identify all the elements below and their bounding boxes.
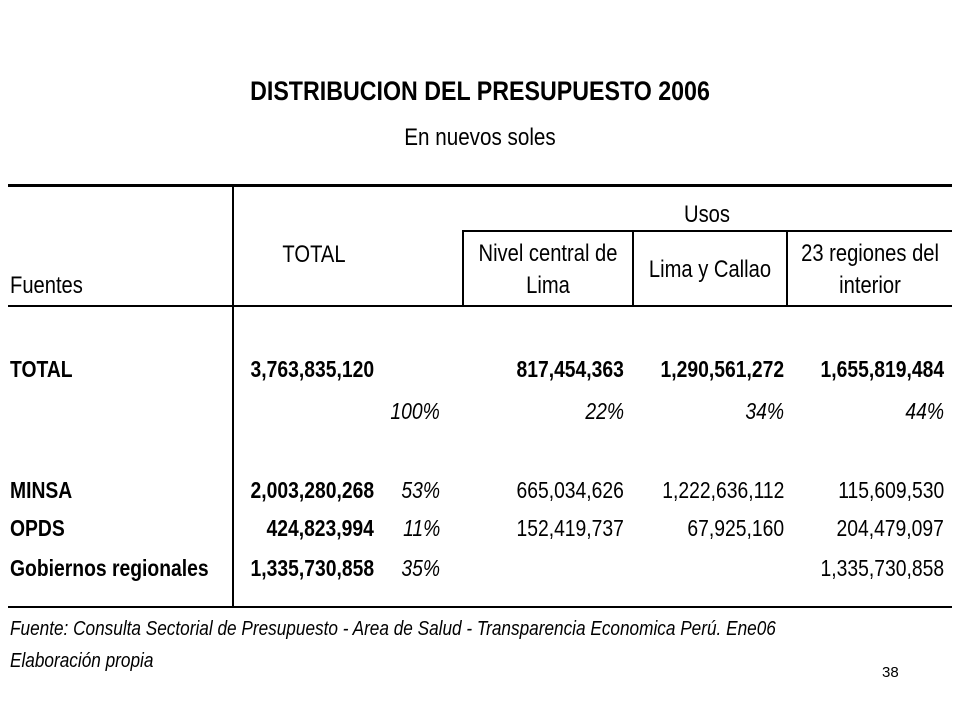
row-gobiernos-pct: 35%	[401, 555, 440, 581]
page-subtitle: En nuevos soles	[404, 124, 556, 151]
row-total-total: 3,763,835,120	[250, 356, 374, 382]
row-pct-lima-callao: 34%	[745, 398, 784, 424]
footer-source: Fuente: Consulta Sectorial de Presupuesto - Area de Salud - Transparencia Economica Perú. Ene06	[10, 618, 776, 640]
header-nivel-central-line2: Lima	[526, 272, 570, 299]
row-opds-lima-callao: 67,925,160	[687, 515, 784, 541]
header-regiones-line2: interior	[839, 272, 901, 299]
row-total-lima-callao: 1,290,561,272	[660, 356, 784, 382]
row-pct-total: 100%	[390, 398, 440, 424]
row-opds-regiones: 204,479,097	[836, 515, 944, 541]
row-minsa-nivel-central: 665,034,626	[516, 477, 624, 503]
table-top-border	[8, 184, 952, 187]
usos-divider-3	[786, 231, 788, 306]
row-pct-regiones: 44%	[905, 398, 944, 424]
row-label-total: TOTAL	[10, 356, 73, 382]
row-minsa-regiones: 115,609,530	[837, 477, 944, 503]
row-opds-pct: 11%	[402, 515, 440, 541]
fuentes-column-divider	[232, 186, 234, 607]
row-gobiernos-total: 1,335,730,858	[250, 555, 374, 581]
row-minsa-lima-callao: 1,222,636,112	[661, 477, 784, 503]
table-bottom-border	[8, 606, 952, 608]
row-minsa-pct: 53%	[401, 477, 440, 503]
row-pct-nivel-central: 22%	[585, 398, 624, 424]
usos-divider-2	[632, 231, 634, 306]
header-lima-callao: Lima y Callao	[648, 256, 772, 283]
header-bottom-border	[8, 305, 952, 307]
row-total-regiones: 1,655,819,484	[820, 356, 944, 382]
row-gobiernos-regiones: 1,335,730,858	[820, 555, 944, 581]
row-minsa-total: 2,003,280,268	[250, 477, 374, 503]
row-opds-nivel-central: 152,419,737	[516, 515, 624, 541]
header-usos: Usos	[684, 201, 730, 228]
usos-divider-1	[462, 231, 464, 306]
footer-elaboration: Elaboración propia	[10, 650, 154, 672]
page-number: 38	[882, 664, 899, 681]
row-label-minsa: MINSA	[10, 477, 73, 503]
page-title: DISTRIBUCION DEL PRESUPUESTO 2006	[250, 76, 710, 106]
row-label-opds: OPDS	[10, 515, 65, 541]
header-regiones-line1: 23 regiones del	[801, 240, 939, 267]
header-fuentes: Fuentes	[10, 272, 83, 299]
row-label-gobiernos-regionales: Gobiernos regionales	[10, 555, 209, 581]
row-total-nivel-central: 817,454,363	[516, 356, 624, 382]
header-nivel-central-line1: Nivel central de	[478, 240, 618, 267]
row-opds-total: 424,823,994	[266, 515, 374, 541]
header-total: TOTAL	[282, 241, 346, 268]
